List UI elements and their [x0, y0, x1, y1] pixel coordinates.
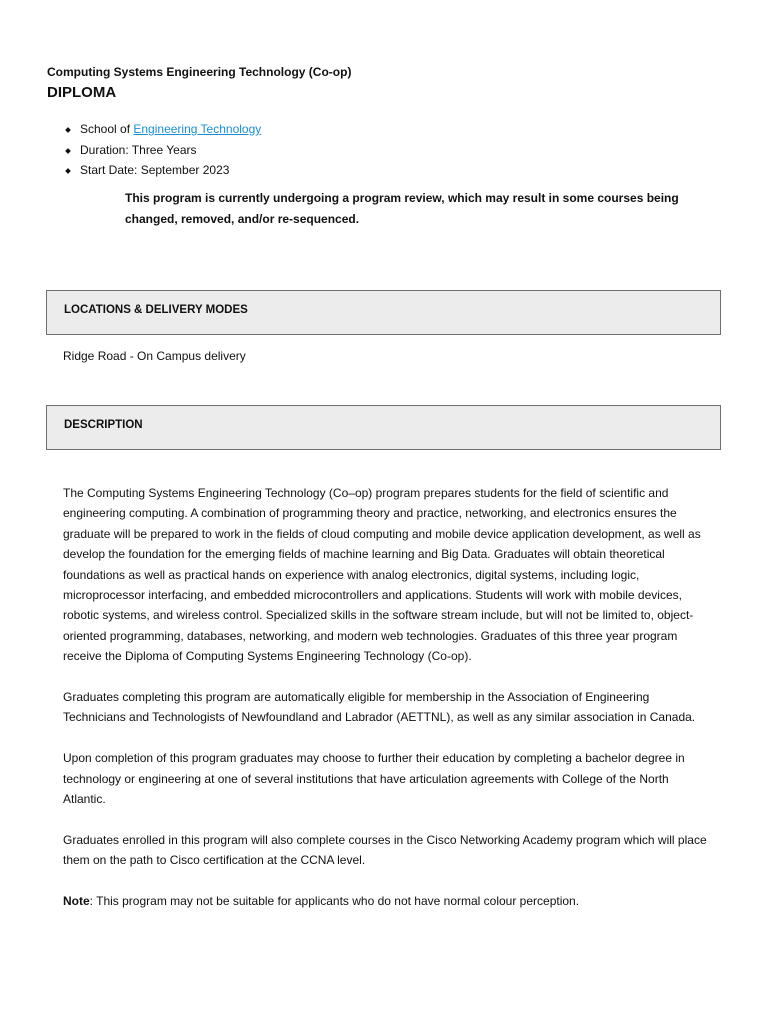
description-body [63, 483, 713, 932]
bullet-icon [65, 127, 71, 133]
program-facts-list [63, 121, 261, 183]
description-section-header[interactable] [46, 405, 721, 450]
description-paragraph: Graduates enrolled in this program will also complete courses in the Cisco Networking Academy program which will place them on the path to Cisco certification at the CCNA level. [63, 832, 707, 868]
program-review-notice: This program is currently undergoing a program review, which may result in some courses being changed, removed, and/or re-sequenced. [125, 191, 679, 226]
description-paragraph: The Computing Systems Engineering Technology (Co–op) program prepares students for the field of scientific and engineering computing. A combination of programming theory and practice, networking, and electronics ensures the graduate will be prepared to work in the fields of cloud computing and mobile device application development, as well as develop the foundation for the emerging fields of machine learning and Big Data. Graduates will obtain theoretical foundations as well as practical hands on experience with analog electronics, digital systems, including logic, microprocessor interfacing, and embedded microcontrollers and applications. Students will work with mobile devices, robotic systems, and wireless control. Specialized skills in the software stream include, but will not be limited to, object-oriented programming, databases, networking, and modern web technologies. Graduates of this three year program receive the Diploma of Computing Systems Engineering Technology (Co-op). [63, 486, 701, 664]
duration-text: Duration: Three Years [80, 142, 197, 157]
delivery-mode-text: Ridge Road - On Campus delivery [63, 349, 246, 363]
list-item [63, 162, 261, 183]
note-paragraph [63, 891, 713, 911]
list-item [63, 121, 261, 142]
locations-section-header[interactable] [46, 290, 721, 335]
bullet-icon [65, 168, 71, 174]
note-label: Note [63, 894, 90, 909]
bullet-icon [65, 148, 71, 154]
program-title: Computing Systems Engineering Technology (Co-op) [47, 65, 352, 79]
description-paragraph: Graduates completing this program are automatically eligible for membership in the Association of Engineering Technicians and Technologists of Newfoundland and Labrador (AETTNL), as well as any similar association in Canada. [63, 690, 696, 725]
locations-heading: LOCATIONS & DELIVERY MODES [64, 304, 248, 316]
credential-heading: DIPLOMA [47, 84, 117, 101]
school-prefix: School of [80, 122, 134, 136]
school-link[interactable]: Engineering Technology [133, 122, 262, 136]
start-date-text: Start Date: September 2023 [80, 163, 230, 177]
list-item [63, 142, 261, 163]
note-text: : This program may not be suitable for applicants who do not have normal colour perception. [89, 894, 580, 909]
description-heading: DESCRIPTION [64, 419, 143, 431]
description-paragraph: Upon completion of this program graduates may choose to further their education by completing a bachelor degree in technology or engineering at one of several institutions that have articulation agreements with College of the North Atlantic. [63, 751, 685, 807]
